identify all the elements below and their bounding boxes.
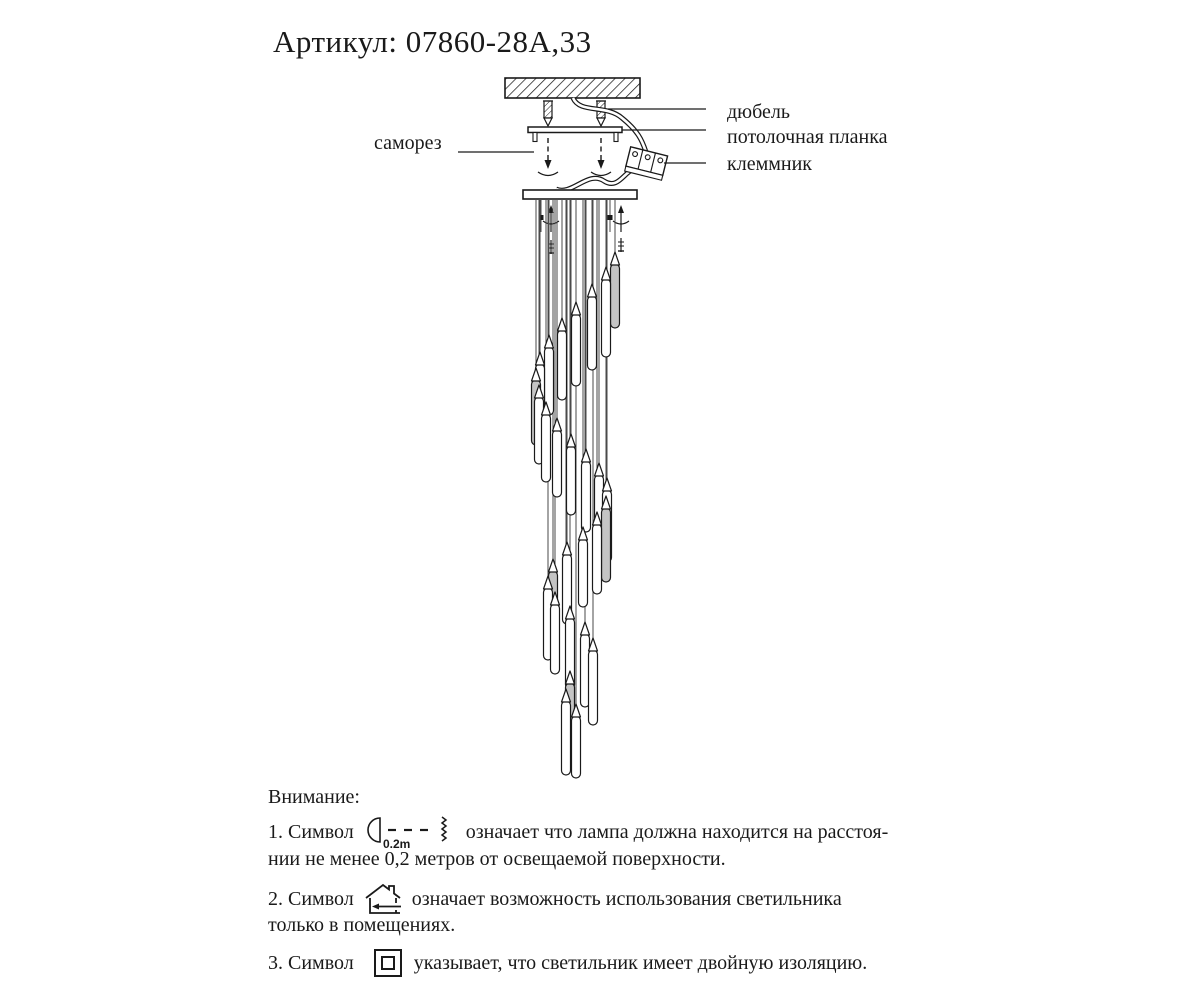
pendant xyxy=(582,449,591,532)
note-2-continuation: только в помещениях. xyxy=(268,914,456,936)
pendant xyxy=(567,434,576,515)
pendant xyxy=(553,418,562,497)
note-1-prefix: 1. Символ xyxy=(268,820,354,843)
ceiling-hatched-block xyxy=(505,78,640,98)
double-insulation-icon xyxy=(372,948,404,978)
label-samorez: саморез xyxy=(374,132,442,154)
pendant xyxy=(542,402,551,482)
screw-arrow-right xyxy=(591,138,611,176)
pendant xyxy=(588,284,597,370)
indoor-use-house-icon xyxy=(364,883,402,916)
pendant xyxy=(562,689,571,775)
ceiling-plate xyxy=(528,127,622,142)
page-title: Артикул: 07860-28А,33 xyxy=(273,24,592,59)
pendant xyxy=(593,512,602,594)
label-klemmnik: клеммник xyxy=(727,153,813,175)
screw-arrow-left xyxy=(538,138,558,176)
lamp-distance-icon xyxy=(364,813,456,851)
pendant xyxy=(572,704,581,778)
pendant xyxy=(558,318,567,400)
pendant xyxy=(602,496,611,582)
label-planka: потолочная планка xyxy=(727,126,888,148)
note-3-text: указывает, что светильник имеет двойную изоляцию. xyxy=(413,951,868,974)
dowel-right xyxy=(596,101,606,126)
fixture-wire xyxy=(556,169,634,190)
pendant xyxy=(589,638,598,725)
note-3-prefix: 3. Символ xyxy=(268,951,354,974)
notes-heading: Внимание: xyxy=(268,786,360,808)
canopy-plate xyxy=(523,190,637,199)
distance-value-label: 0.2m xyxy=(382,837,411,851)
supply-wire xyxy=(573,98,646,152)
note-2-prefix: 2. Символ xyxy=(268,887,354,910)
terminal-block xyxy=(625,147,668,180)
note-1-text: означает что лампа должна находится на расстоя- xyxy=(465,820,889,843)
pendant xyxy=(611,252,620,328)
note-2-text: означает возможность использования светильника xyxy=(411,887,842,910)
note-1-continuation: нии не менее 0,2 метров от освещаемой поверхности. xyxy=(268,848,726,870)
pendant xyxy=(572,302,581,386)
label-dyubel: дюбель xyxy=(727,101,791,123)
pendant xyxy=(602,267,611,357)
pendant xyxy=(579,527,588,607)
dowel-left xyxy=(543,101,553,126)
note-item-1 xyxy=(268,812,888,852)
cable-grip-right xyxy=(608,199,613,232)
note-item-2 xyxy=(268,880,842,918)
note-item-3 xyxy=(268,944,867,982)
pendant xyxy=(551,592,560,674)
